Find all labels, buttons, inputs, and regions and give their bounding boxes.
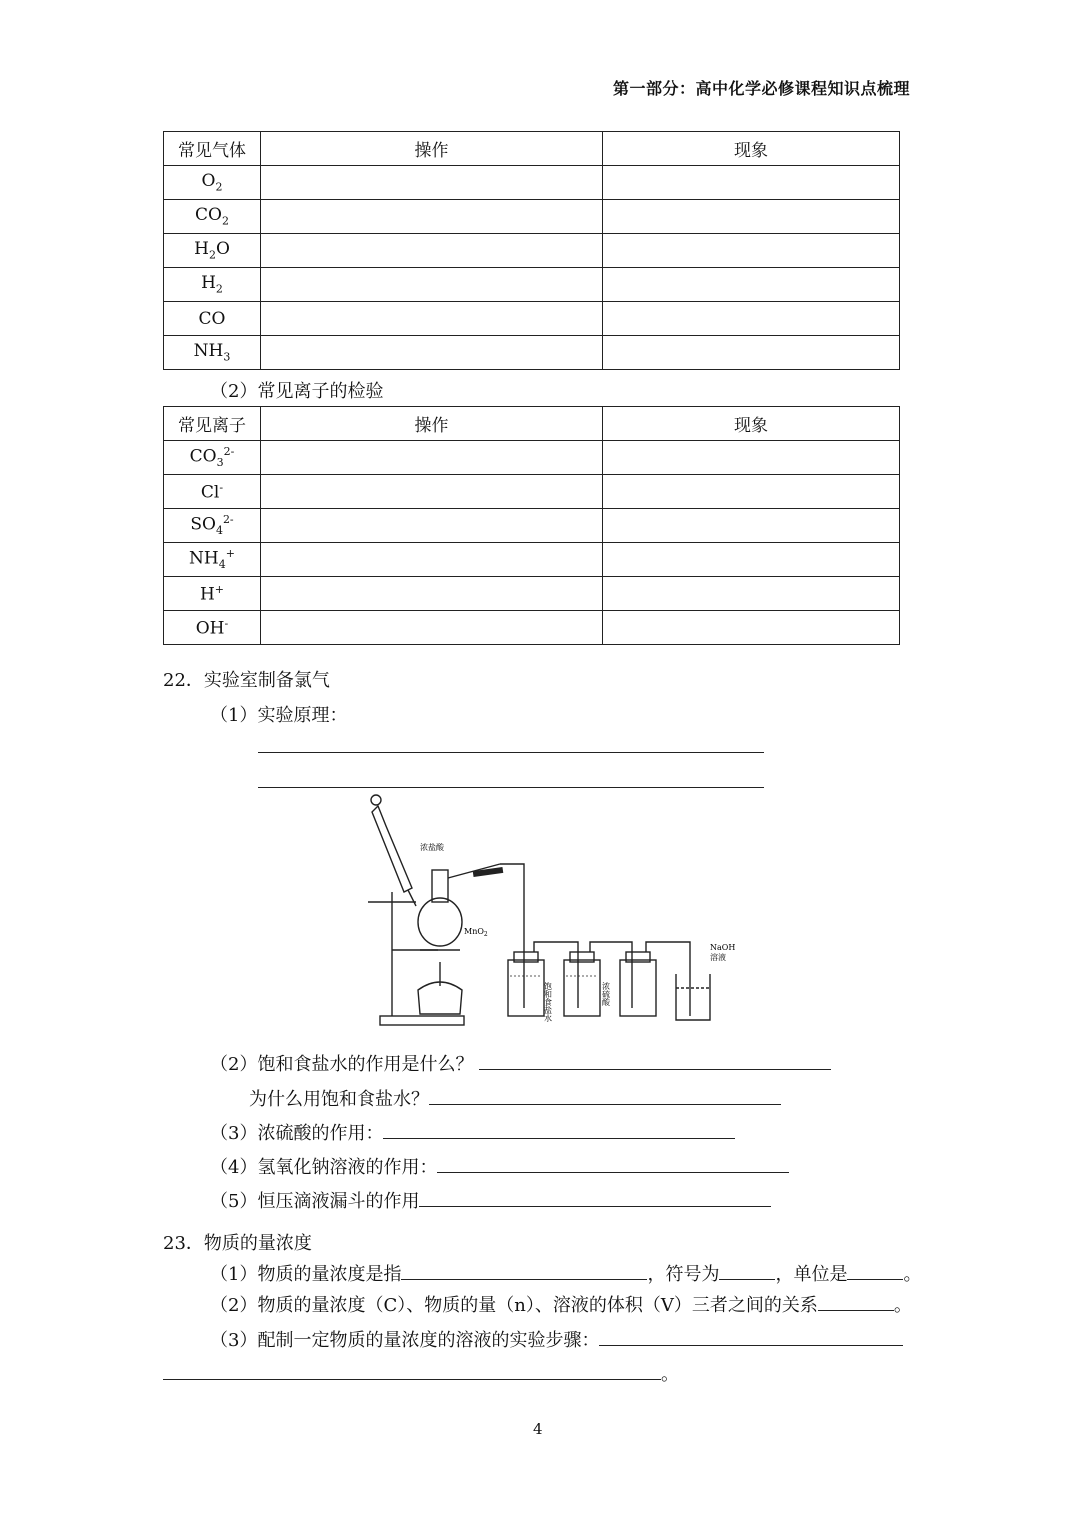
table-row xyxy=(164,166,900,200)
phenomenon-cell[interactable] xyxy=(603,475,900,509)
gas-formula: $H_2$ xyxy=(164,268,261,302)
operation-cell[interactable] xyxy=(261,200,603,234)
q23-p3-continued: 。 xyxy=(163,1360,679,1386)
label-brine: 饱和食盐水 xyxy=(543,982,553,1022)
phenomenon-cell[interactable] xyxy=(603,302,900,336)
operation-cell[interactable] xyxy=(261,611,603,645)
table-row xyxy=(164,543,900,577)
label-mno2: MnO$_2$ xyxy=(464,927,488,938)
table-header-row xyxy=(164,407,900,441)
ion-formula: OH- xyxy=(164,611,261,645)
ion-formula: Cl- xyxy=(164,475,261,509)
operation-cell[interactable] xyxy=(261,336,603,370)
phenomenon-cell[interactable] xyxy=(603,200,900,234)
q22-p5: （5）恒压滴液漏斗的作用 xyxy=(210,1187,771,1213)
phenomenon-cell[interactable] xyxy=(603,543,900,577)
header-phenomenon: 现象 xyxy=(603,407,900,441)
gas-formula: $CO_2$ xyxy=(164,200,261,234)
page-number: 4 xyxy=(533,1420,543,1438)
q23-p2: （2）物质的量浓度（C）、物质的量（n）、溶液的体积（V）三者之间的关系 。 xyxy=(210,1291,912,1317)
phenomenon-cell[interactable] xyxy=(603,234,900,268)
operation-cell[interactable] xyxy=(261,441,603,475)
beaker-naoh xyxy=(676,974,710,1020)
gas-formula: CO xyxy=(164,302,261,336)
answer-blank[interactable] xyxy=(719,1261,775,1280)
label-solution: 溶液 xyxy=(710,953,726,962)
q23-p3: （3）配制一定物质的量浓度的溶液的实验步骤： xyxy=(210,1326,903,1352)
operation-cell[interactable] xyxy=(261,268,603,302)
ion-formula: $CO_3^{2-}$ xyxy=(164,441,261,475)
phenomenon-cell[interactable] xyxy=(603,336,900,370)
operation-cell[interactable] xyxy=(261,577,603,611)
gas-formula: $NH_3$ xyxy=(164,336,261,370)
q22-p1: （1）实验原理： xyxy=(210,705,348,726)
dropping-funnel xyxy=(372,806,412,892)
answer-blank[interactable] xyxy=(163,1361,661,1380)
q22-p2a: （2）饱和食盐水的作用是什么？ xyxy=(210,1050,831,1076)
ion-section-title: （2）常见离子的检验 xyxy=(210,381,384,402)
phenomenon-cell[interactable] xyxy=(603,509,900,543)
bottle-empty xyxy=(620,960,656,1016)
operation-cell[interactable] xyxy=(261,475,603,509)
round-flask xyxy=(418,898,462,946)
table-row xyxy=(164,336,900,370)
chlorine-apparatus-diagram xyxy=(360,792,760,1032)
answer-blank[interactable] xyxy=(437,1154,789,1173)
answer-line[interactable] xyxy=(258,787,764,788)
ion-formula: H+ xyxy=(164,577,261,611)
answer-blank[interactable] xyxy=(818,1292,894,1311)
bottle-conc-sulfuric-acid xyxy=(564,960,600,1016)
q23-title: 23．物质的量浓度 xyxy=(163,1233,312,1254)
header-operation: 操作 xyxy=(261,407,603,441)
gas-formula: $H_2O$ xyxy=(164,234,261,268)
phenomenon-cell[interactable] xyxy=(603,268,900,302)
header-phenomenon: 现象 xyxy=(603,132,900,166)
answer-blank[interactable] xyxy=(479,1051,831,1070)
q22-title: 22．实验室制备氯气 xyxy=(163,670,330,691)
answer-blank[interactable] xyxy=(419,1188,771,1207)
ion-formula: $NH_4^+$ xyxy=(164,543,261,577)
label-naoh: NaOH xyxy=(710,943,736,952)
q22-p4: （4）氢氧化钠溶液的作用： xyxy=(210,1153,789,1179)
header-operation: 操作 xyxy=(261,132,603,166)
phenomenon-cell[interactable] xyxy=(603,577,900,611)
answer-blank[interactable] xyxy=(847,1261,903,1280)
table-row xyxy=(164,302,900,336)
phenomenon-cell[interactable] xyxy=(603,166,900,200)
table-row xyxy=(164,268,900,302)
bottle-saturated-brine xyxy=(508,960,544,1016)
table-row xyxy=(164,475,900,509)
answer-blank[interactable] xyxy=(401,1261,647,1280)
operation-cell[interactable] xyxy=(261,509,603,543)
table-row xyxy=(164,200,900,234)
answer-line[interactable] xyxy=(258,752,764,753)
q23-p1: （1）物质的量浓度是指 ，符号为 ，单位是 。 xyxy=(210,1260,921,1286)
ion-formula: $SO_4^{2-}$ xyxy=(164,509,261,543)
table-header-row xyxy=(164,132,900,166)
operation-cell[interactable] xyxy=(261,543,603,577)
phenomenon-cell[interactable] xyxy=(603,611,900,645)
phenomenon-cell[interactable] xyxy=(603,441,900,475)
page-header: 第一部分：高中化学必修课程知识点梳理 xyxy=(612,79,910,98)
answer-blank[interactable] xyxy=(429,1086,781,1105)
burner xyxy=(418,982,462,1014)
q22-p2b: 为什么用饱和食盐水？ xyxy=(249,1085,781,1111)
label-h2so4: 浓硫酸 xyxy=(601,982,611,1006)
ion-test-table xyxy=(163,406,900,645)
header-ion: 常见离子 xyxy=(164,407,261,441)
table-row xyxy=(164,441,900,475)
table-row xyxy=(164,611,900,645)
stand-base xyxy=(380,1016,464,1025)
operation-cell[interactable] xyxy=(261,166,603,200)
q22-p3: （3）浓硫酸的作用： xyxy=(210,1119,735,1145)
gas-formula: $O_2$ xyxy=(164,166,261,200)
gas-test-table xyxy=(163,131,900,370)
table-row xyxy=(164,577,900,611)
table-row xyxy=(164,509,900,543)
answer-blank[interactable] xyxy=(383,1120,735,1139)
header-gas: 常见气体 xyxy=(164,132,261,166)
table-row xyxy=(164,234,900,268)
answer-blank[interactable] xyxy=(599,1327,903,1346)
operation-cell[interactable] xyxy=(261,302,603,336)
operation-cell[interactable] xyxy=(261,234,603,268)
label-conc-hcl: 浓盐酸 xyxy=(420,843,444,852)
funnel-stopper xyxy=(371,795,381,805)
